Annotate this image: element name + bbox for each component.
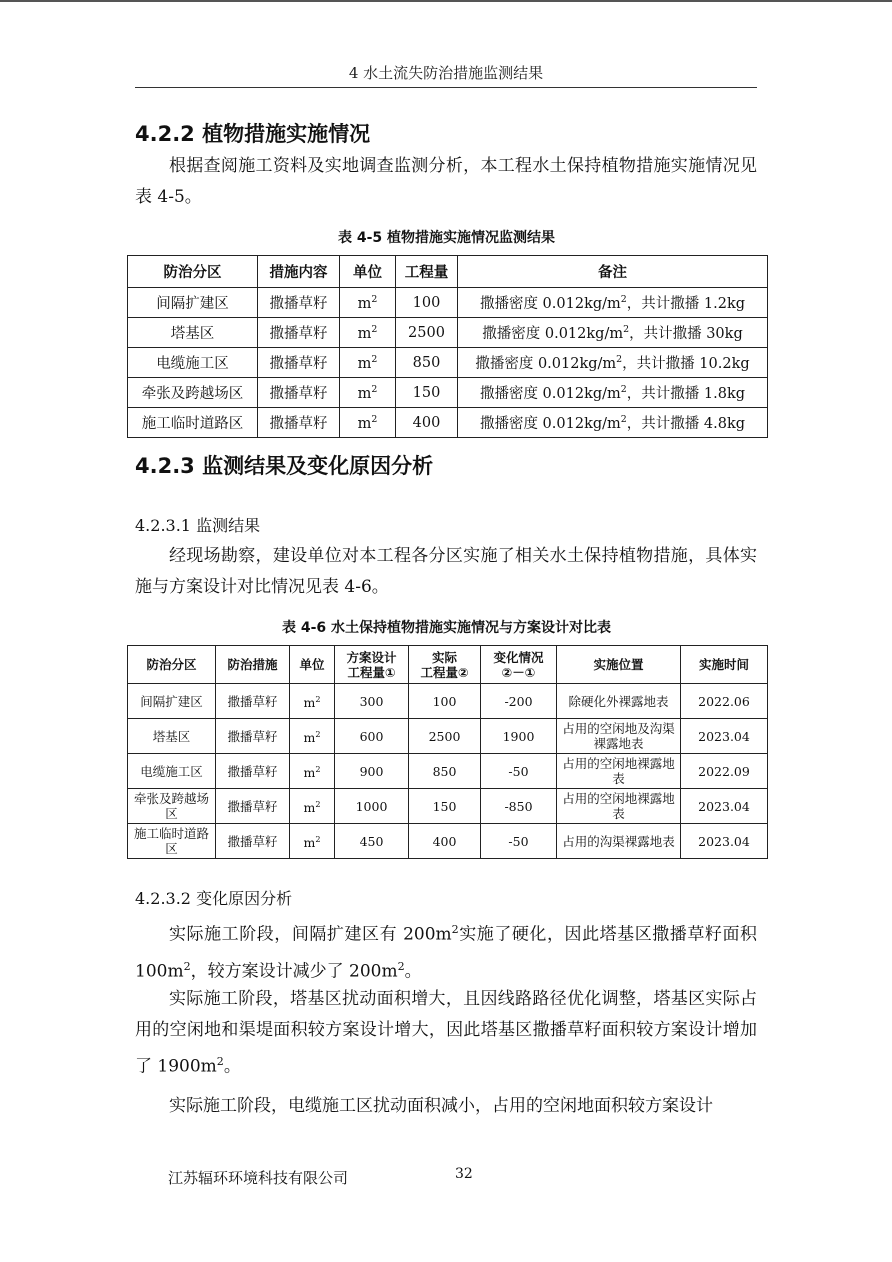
table-row: [128, 824, 768, 859]
cell-measure: 撒播草籽: [216, 719, 290, 754]
analysis-paragraph-2: 实际施工阶段，塔基区扰动面积增大，且因线路路径优化调整，塔基区实际占用的空闲地和渠堤面积较方案设计增大，因此塔基区撒播草籽面积较方案设计增加了 $1900m^2$。: [135, 989, 757, 1077]
cell-change: -50: [481, 824, 557, 859]
cell-measure: 撒播草籽: [258, 318, 340, 348]
header-time: 实施时间: [681, 646, 768, 684]
table-row: [128, 719, 768, 754]
section-title-4-2-2: 4.2.2 植物措施实施情况: [135, 122, 371, 146]
analysis-paragraph-1: 实际施工阶段，间隔扩建区有 $200m^2$实施了硬化，因此塔基区撒播草籽面积 $100m^2$，较方案设计减少了 $200m^2$。: [135, 923, 758, 982]
table-row: [128, 754, 768, 789]
cell-measure: 撒播草籽: [258, 348, 340, 378]
header-design-quantity: 方案设计 工程量①: [335, 646, 409, 684]
table-row: [128, 318, 768, 348]
cell-design: 900: [335, 754, 409, 789]
cell-actual: 850: [409, 754, 481, 789]
header-unit: 单位: [290, 646, 335, 684]
cell-design: 600: [335, 719, 409, 754]
cell-measure: 撒播草籽: [216, 824, 290, 859]
footer-company: 江苏辐环环境科技有限公司: [168, 1169, 349, 1187]
table-row: [128, 348, 768, 378]
cell-unit: $m^2$: [290, 684, 335, 719]
cell-zone: 间隔扩建区: [128, 288, 258, 318]
subsection-title-4-2-3-2: 4.2.3.2 变化原因分析: [135, 889, 293, 908]
section-4-2-3-1-paragraph: 经现场勘察，建设单位对本工程各分区实施了相关水土保持植物措施，具体实施与方案设计对比情况见表 4-6。: [135, 546, 757, 597]
header-zone: 防治分区: [128, 256, 258, 288]
header-measure: 防治措施: [216, 646, 290, 684]
cell-zone: 塔基区: [128, 719, 216, 754]
table-4-5-caption: 表 4-5 植物措施实施情况监测结果: [337, 230, 556, 246]
header-location: 实施位置: [557, 646, 681, 684]
cell-change: -850: [481, 789, 557, 824]
cell-zone: 牵张及跨越场区: [128, 378, 258, 408]
cell-design: 300: [335, 684, 409, 719]
table-header-row: [128, 256, 768, 288]
table-4-6-caption: 表 4-6 水土保持植物措施实施情况与方案设计对比表: [281, 620, 612, 636]
cell-zone: 塔基区: [128, 318, 258, 348]
table-row: [128, 789, 768, 824]
cell-unit: $m^2$: [290, 719, 335, 754]
cell-unit: $m^2$: [340, 318, 396, 348]
cell-time: 2023.04: [681, 824, 768, 859]
cell-time: 2022.09: [681, 754, 768, 789]
table-4-6: [127, 645, 768, 859]
cell-zone: 电缆施工区: [128, 348, 258, 378]
table-row: [128, 408, 768, 438]
cell-measure: 撒播草籽: [216, 684, 290, 719]
cell-zone: 电缆施工区: [128, 754, 216, 789]
cell-measure: 撒播草籽: [216, 789, 290, 824]
cell-time: 2023.04: [681, 719, 768, 754]
cell-unit: $m^2$: [340, 408, 396, 438]
table-row: [128, 684, 768, 719]
cell-zone: 施工临时道路区: [128, 408, 258, 438]
cell-measure: 撒播草籽: [216, 754, 290, 789]
analysis-paragraph-3: 实际施工阶段，电缆施工区扰动面积减小，占用的空闲地面积较方案设计: [169, 1096, 713, 1116]
cell-measure: 撒播草籽: [258, 408, 340, 438]
cell-actual: 100: [409, 684, 481, 719]
cell-change: 1900: [481, 719, 557, 754]
cell-unit: $m^2$: [290, 754, 335, 789]
table-header-row: [128, 646, 768, 684]
header-zone: 防治分区: [128, 646, 216, 684]
header-measure: 措施内容: [258, 256, 340, 288]
cell-quantity: 2500: [396, 318, 458, 348]
cell-measure: 撒播草籽: [258, 378, 340, 408]
cell-quantity: 850: [396, 348, 458, 378]
cell-time: 2023.04: [681, 789, 768, 824]
cell-zone: 间隔扩建区: [128, 684, 216, 719]
cell-actual: 2500: [409, 719, 481, 754]
cell-measure: 撒播草籽: [258, 288, 340, 318]
cell-location: 占用的空闲地裸露地表: [557, 754, 681, 789]
cell-note: 撒播密度 $0.012kg/m^2$，共计撒播 1.2kg: [458, 288, 768, 318]
cell-unit: $m^2$: [340, 348, 396, 378]
cell-location: 占用的沟渠裸露地表: [557, 824, 681, 859]
cell-change: -50: [481, 754, 557, 789]
cell-unit: $m^2$: [290, 789, 335, 824]
cell-zone: 牵张及跨越场区: [128, 789, 216, 824]
cell-note: 撒播密度 $0.012kg/m^2$，共计撒播 10.2kg: [458, 348, 768, 378]
cell-actual: 150: [409, 789, 481, 824]
header-actual-quantity: 实际 工程量②: [409, 646, 481, 684]
cell-quantity: 100: [396, 288, 458, 318]
cell-note: 撒播密度 $0.012kg/m^2$，共计撒播 1.8kg: [458, 378, 768, 408]
table-4-5: [127, 255, 768, 438]
cell-note: 撒播密度 $0.012kg/m^2$，共计撒播 4.8kg: [458, 408, 768, 438]
section-title-4-2-3: 4.2.3 监测结果及变化原因分析: [135, 454, 434, 478]
table-row: [128, 378, 768, 408]
cell-unit: $m^2$: [340, 378, 396, 408]
cell-time: 2022.06: [681, 684, 768, 719]
header-change: 变化情况 ②－①: [481, 646, 557, 684]
running-header: 4 水土流失防治措施监测结果: [135, 62, 757, 88]
cell-actual: 400: [409, 824, 481, 859]
cell-note: 撒播密度 $0.012kg/m^2$，共计撒播 30kg: [458, 318, 768, 348]
cell-zone: 施工临时道路区: [128, 824, 216, 859]
cell-design: 1000: [335, 789, 409, 824]
top-border-line: [0, 0, 892, 2]
cell-quantity: 150: [396, 378, 458, 408]
page-number: 32: [455, 1166, 473, 1182]
cell-unit: $m^2$: [290, 824, 335, 859]
cell-change: -200: [481, 684, 557, 719]
cell-quantity: 400: [396, 408, 458, 438]
section-4-2-2-paragraph: 根据查阅施工资料及实地调查监测分析，本工程水土保持植物措施实施情况见表 4-5。: [135, 156, 757, 207]
header-notes: 备注: [458, 256, 768, 288]
cell-unit: $m^2$: [340, 288, 396, 318]
cell-design: 450: [335, 824, 409, 859]
header-unit: 单位: [340, 256, 396, 288]
header-quantity: 工程量: [396, 256, 458, 288]
subsection-title-4-2-3-1: 4.2.3.1 监测结果: [135, 516, 261, 535]
cell-location: 占用的空闲地及沟渠裸露地表: [557, 719, 681, 754]
cell-location: 占用的空闲地裸露地表: [557, 789, 681, 824]
table-row: [128, 288, 768, 318]
cell-location: 除硬化外裸露地表: [557, 684, 681, 719]
